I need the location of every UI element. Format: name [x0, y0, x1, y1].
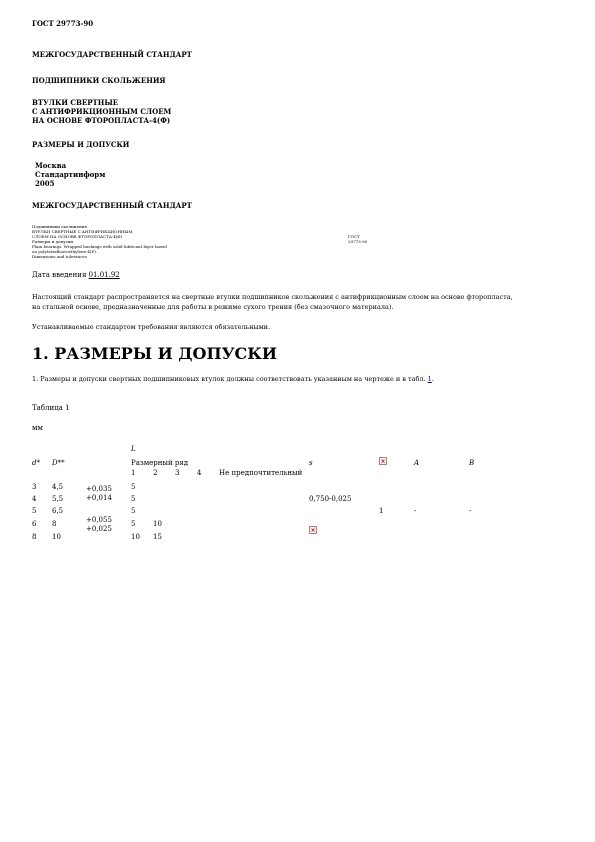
tolerance-lower: +0,014: [86, 494, 112, 502]
tolerance-cell: [86, 516, 112, 534]
section-heading: 1. РАЗМЕРЫ И ДОПУСКИ: [32, 344, 277, 363]
size-row-4: 4: [197, 469, 202, 477]
col-D-header: D**: [52, 459, 65, 467]
date-value: 01.01.92: [88, 271, 120, 279]
col-d-header: d*: [32, 459, 40, 467]
table-caption: Таблица 1: [32, 404, 70, 412]
title-line: НА ОСНОВЕ ФТОРОПЛАСТА-4(Ф): [32, 116, 171, 125]
interstate-standard-label-2: МЕЖГОСУДАРСТВЕННЫЙ СТАНДАРТ: [32, 201, 192, 210]
date-label: Дата введения: [32, 271, 87, 279]
introduction-date: [32, 271, 120, 280]
table-cell-D: 8: [52, 520, 57, 528]
requirements-note: Устанавливаемые стандартом требования являются обязательными.: [32, 323, 271, 331]
meta-line: Plain bearings. Wrapped bushings with solid lubricant layer based: [32, 244, 167, 249]
not-preferred-label: Не предпочтительный: [219, 469, 303, 477]
document-title: [32, 98, 171, 125]
col-A-header: A: [414, 459, 420, 467]
table-cell-L1: 5: [131, 495, 136, 503]
tolerance-upper: +0,055: [86, 516, 112, 524]
paragraph-line: на стальной основе, предназначенные для работы в режиме сухого трения (без смазочного материала).: [32, 303, 394, 311]
table-cell-L1: 10: [131, 533, 140, 541]
size-row-label: Размерный ряд: [131, 459, 189, 467]
table-cell-D: 6,5: [52, 507, 64, 515]
publisher-block: [35, 161, 105, 188]
table-cell-d: 6: [32, 520, 37, 528]
tolerance-lower: +0,025: [86, 525, 112, 533]
size-row-2: 2: [153, 469, 158, 477]
meta-line: on polytetrafluoroethylene-4(F).: [32, 249, 98, 254]
paragraph-line: Настоящий стандарт распространяется на свертные втулки подшипников скольжения с антифрикционным слоем на основе фторопласта,: [32, 293, 513, 301]
table-cell-L1: 5: [131, 520, 136, 528]
broken-image-icon: ×: [310, 526, 316, 534]
title-line: С АНТИФРИКЦИОННЫМ СЛОЕМ: [32, 107, 172, 116]
meta-line: Dimensions and tolerances: [32, 254, 87, 259]
tolerance-cell: [86, 485, 112, 503]
title-line: ВТУЛКИ СВЕРТНЫЕ: [32, 98, 119, 107]
document-topic: ПОДШИПНИКИ СКОЛЬЖЕНИЯ: [32, 76, 166, 85]
scope-paragraph: [32, 292, 513, 312]
meta-line: Подшипники скольжения: [32, 224, 87, 229]
table-cell-D: 5,5: [52, 495, 64, 503]
size-row-1: 1: [131, 469, 136, 477]
table-cell-D: 10: [52, 533, 61, 541]
table-cell-d: 5: [32, 507, 37, 515]
meta-block-left: [32, 224, 167, 259]
broken-image-icon: ×: [380, 457, 386, 465]
tolerance-upper: +0,035: [86, 485, 112, 493]
interstate-standard-label: МЕЖГОСУДАРСТВЕННЫЙ СТАНДАРТ: [32, 50, 192, 59]
table-cell-d: 3: [32, 483, 37, 491]
document-subtitle: РАЗМЕРЫ И ДОПУСКИ: [32, 140, 130, 149]
table-cell-extra: 1: [379, 507, 384, 515]
meta-line: ВТУЛКИ СВЕРТНЫЕ С АНТИФРИКЦИОННЫМ: [32, 229, 133, 234]
table-cell-d: 8: [32, 533, 37, 541]
meta-line: СЛОЕМ НА ОСНОВЕ ФТОРОПЛАСТА-4(Ф): [32, 234, 123, 239]
clause-text: 1. Размеры и допуски свертных подшипниковых втулок должны соответствовать указанным на чертеже и в табл.: [32, 375, 426, 383]
table-cell-L2: 10: [153, 520, 162, 528]
table-cell-d: 4: [32, 495, 37, 503]
col-B-header: B: [469, 459, 475, 467]
table-cell-D: 4,5: [52, 483, 64, 491]
table-cell-s: 0,750-0,025: [309, 495, 352, 503]
table-link[interactable]: 1: [427, 375, 432, 383]
col-s-header: s: [309, 459, 313, 467]
col-L-header: L: [131, 445, 136, 453]
publisher-city: Москва: [35, 161, 67, 170]
meta-line: Размеры и допуски: [32, 239, 73, 244]
publisher-year: 2005: [35, 179, 55, 188]
table-cell-L1: 5: [131, 507, 136, 515]
meta-code-line: 29773-90: [348, 239, 368, 244]
table-cell-B: -: [469, 507, 472, 515]
clause-end: .: [431, 375, 434, 383]
table-cell-L1: 5: [131, 483, 136, 491]
table-cell-A: -: [414, 507, 417, 515]
document-code: ГОСТ 29773-90: [32, 19, 94, 28]
table-unit: мм: [32, 424, 43, 432]
table-cell-L2: 15: [153, 533, 162, 541]
meta-code-line: ГОСТ: [348, 234, 360, 239]
size-row-3: 3: [175, 469, 180, 477]
clause-1: [32, 374, 434, 384]
meta-block-right: [348, 234, 367, 244]
publisher-name: Стандартинформ: [35, 170, 106, 179]
